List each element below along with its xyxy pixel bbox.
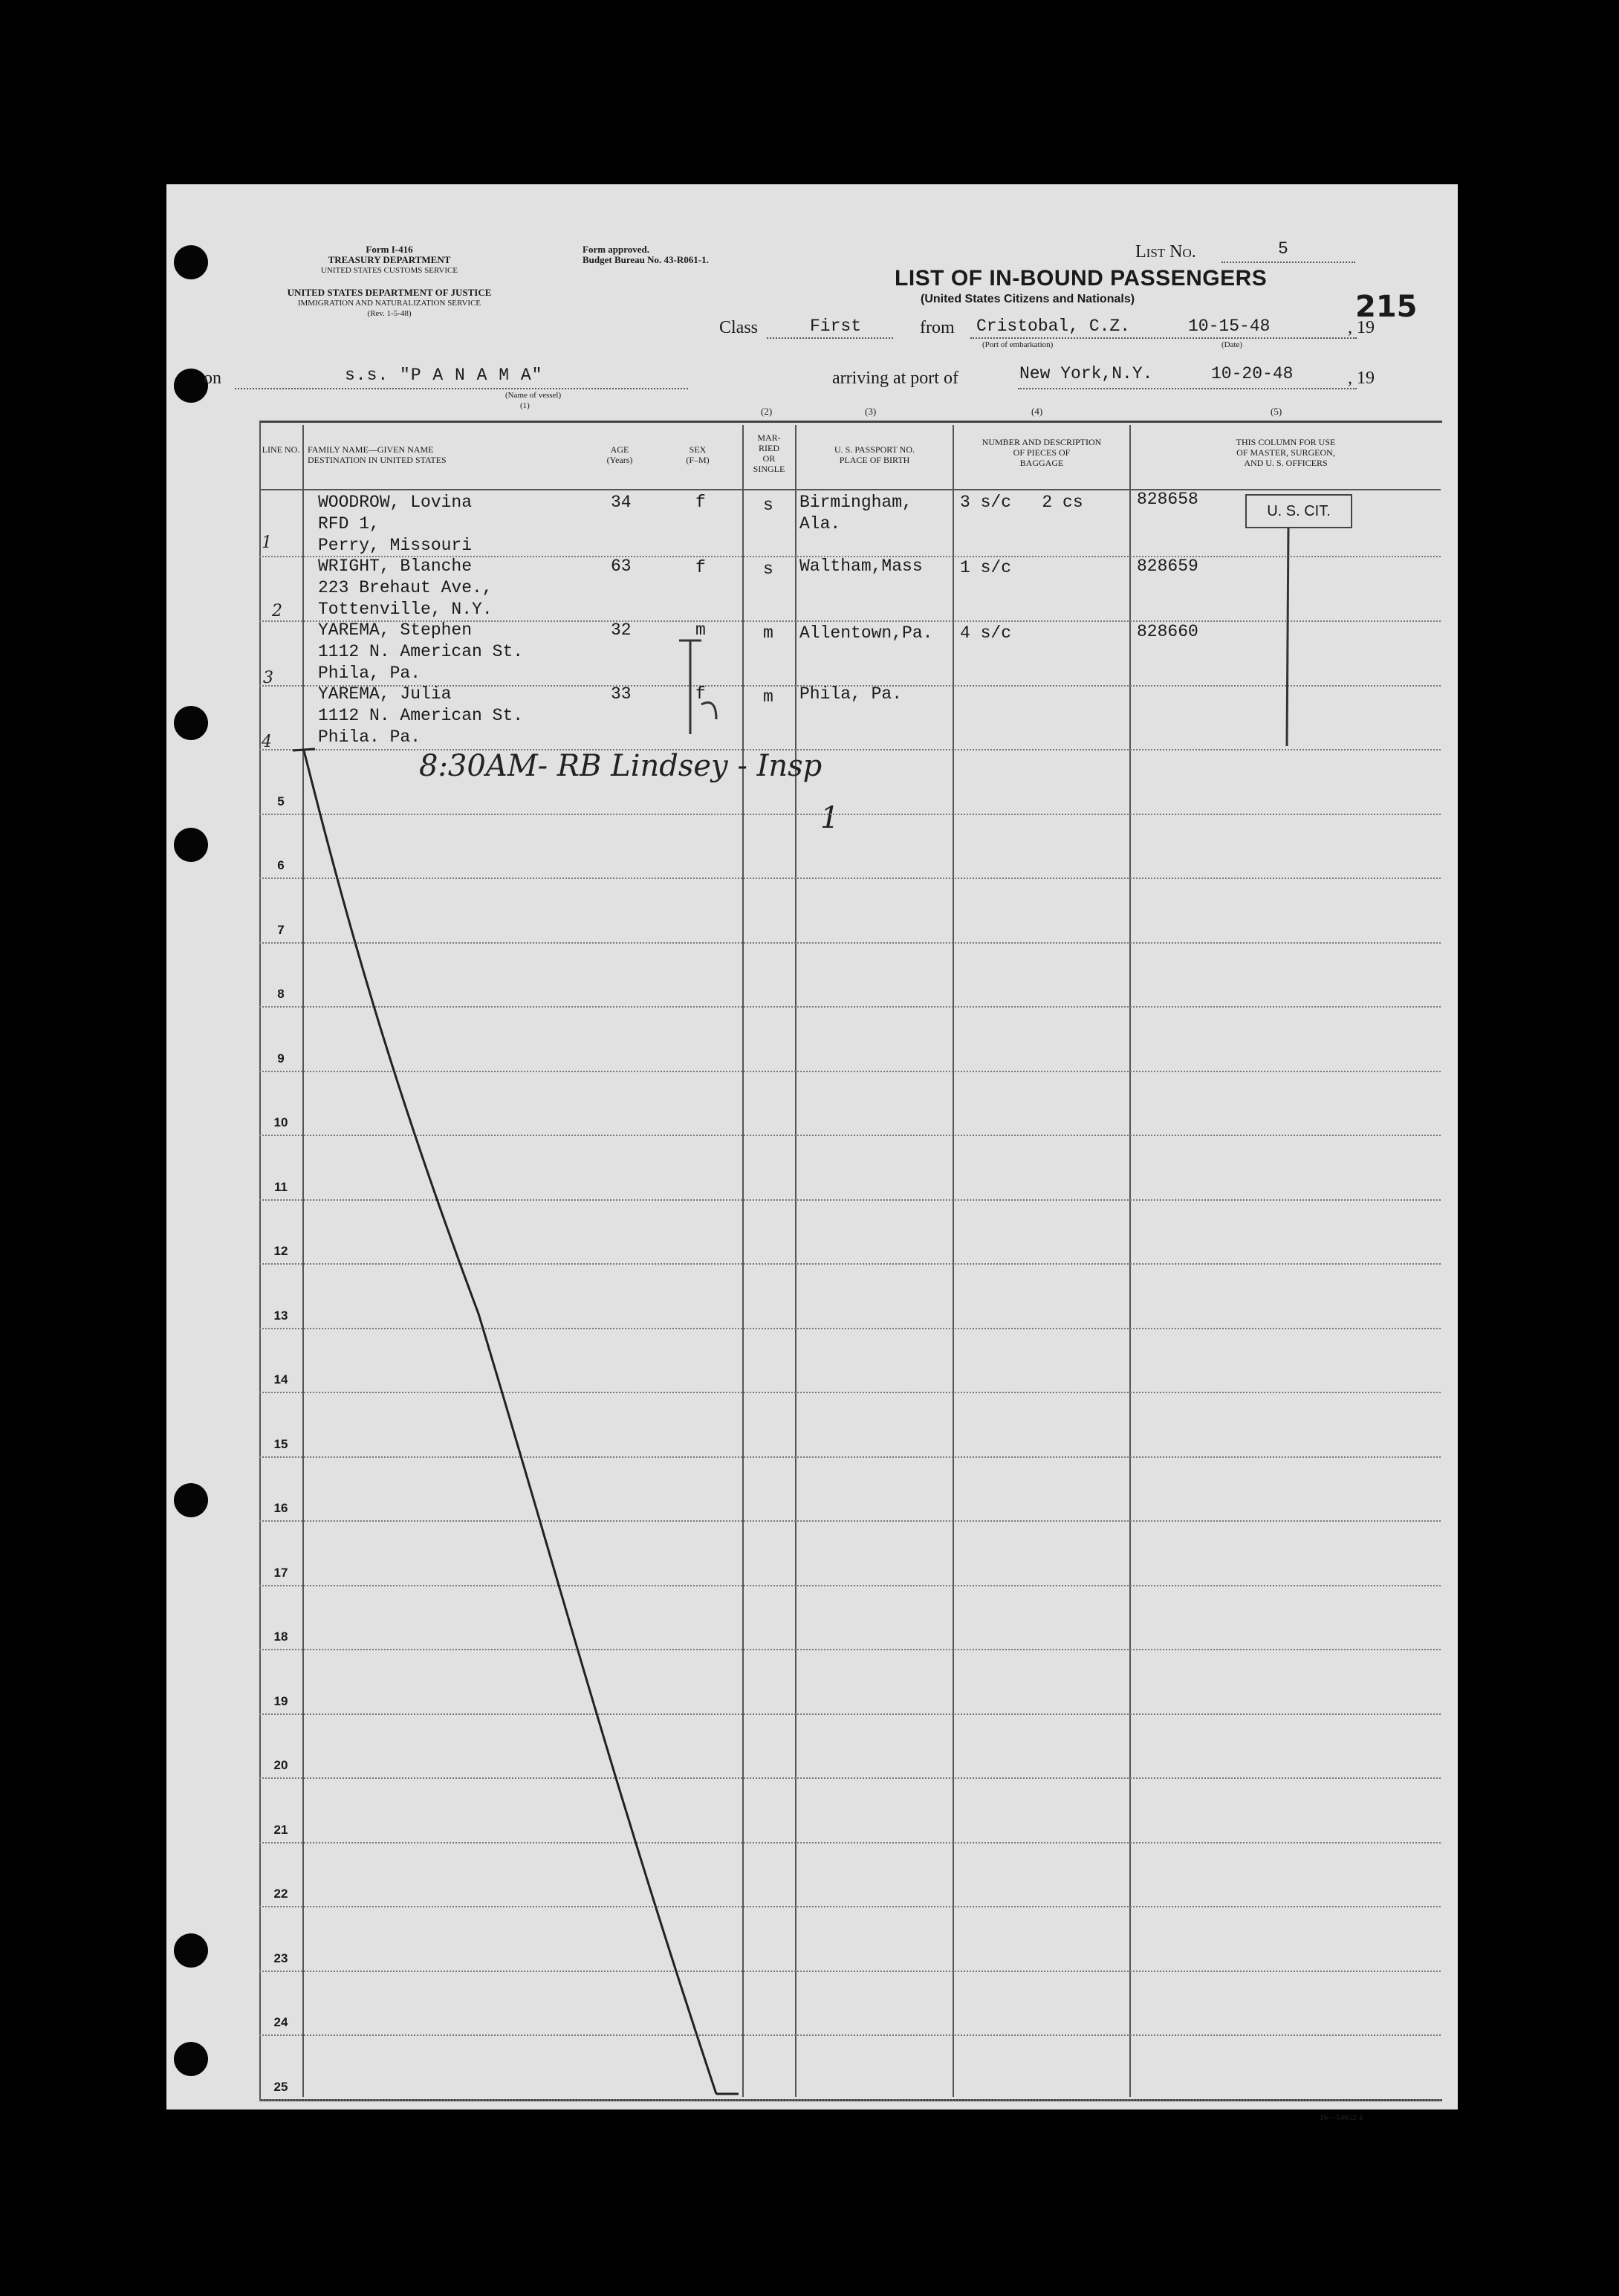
passenger-marital: m xyxy=(763,623,773,643)
form-subtitle: (United States Citizens and Nationals) xyxy=(921,293,1135,305)
passenger-marital: s xyxy=(763,496,773,515)
treasury-dept: TREASURY DEPARTMENT xyxy=(328,254,451,265)
col-header-baggage-2: OF PIECES OF xyxy=(1013,447,1071,458)
arrival-date: 10-20-48 xyxy=(1211,364,1294,383)
passenger-sex: f xyxy=(695,493,706,512)
col-header-baggage-1: NUMBER AND DESCRIPTION xyxy=(982,437,1102,447)
row-number: 21 xyxy=(273,1822,288,1837)
col-num-marital: (2) xyxy=(761,406,773,417)
passenger-name: WOODROW, Lovina xyxy=(318,493,473,512)
row-number: 22 xyxy=(273,1887,288,1901)
passenger-address: RFD 1, xyxy=(318,514,380,534)
passenger-birthplace-2: Ala. xyxy=(799,514,841,534)
passenger-address: 223 Brehaut Ave., xyxy=(318,578,493,597)
passenger-age: 32 xyxy=(611,620,632,640)
passenger-name: WRIGHT, Blanche xyxy=(318,557,473,576)
row-number: 9 xyxy=(277,1051,285,1066)
col-header-officers-3: AND U. S. OFFICERS xyxy=(1244,458,1328,468)
col-header-age: AGE xyxy=(610,444,629,455)
passenger-birthplace: Waltham,Mass xyxy=(799,557,923,576)
row-number: 8 xyxy=(277,987,285,1001)
footer-code: 16—54652-1 xyxy=(1320,2113,1363,2122)
col-header-sex-code: (F–M) xyxy=(686,455,710,465)
col-header-birthplace: PLACE OF BIRTH xyxy=(839,455,910,465)
embark-port: Cristobal, C.Z. xyxy=(976,317,1131,336)
passenger-name: YAREMA, Julia xyxy=(318,684,452,704)
cancel-stroke xyxy=(304,750,716,2094)
vessel-name: s.s. "P A N A M A" xyxy=(345,366,543,385)
col-header-marital-4: SINGLE xyxy=(753,464,785,474)
col-header-destination: DESTINATION IN UNITED STATES xyxy=(308,455,447,465)
passenger-birthplace: Phila, Pa. xyxy=(799,684,903,704)
row-number: 11 xyxy=(274,1179,288,1194)
passenger-baggage: 3 s/c 2 cs xyxy=(960,493,1083,512)
col-header-name: FAMILY NAME—GIVEN NAME xyxy=(308,444,434,455)
passenger-marital: s xyxy=(763,560,773,579)
passenger-city: Perry, Missouri xyxy=(318,536,473,555)
arrival-year: , 19 xyxy=(1348,369,1375,388)
passenger-city: Tottenville, N.Y. xyxy=(318,600,493,619)
on-label: on xyxy=(204,369,221,388)
passenger-birthplace: Allentown,Pa. xyxy=(799,623,933,643)
row-number: 20 xyxy=(273,1758,288,1772)
row-number: 19 xyxy=(273,1693,288,1708)
arriving-label: arriving at port of xyxy=(832,369,958,388)
arrival-port: New York,N.Y. xyxy=(1019,364,1153,383)
passenger-city: Phila. Pa. xyxy=(318,727,421,747)
row-number: 16 xyxy=(273,1501,288,1515)
passenger-city: Phila, Pa. xyxy=(318,664,421,683)
col-num-passport: (3) xyxy=(865,406,877,417)
from-label: from xyxy=(920,318,955,337)
class-value: First xyxy=(810,317,862,336)
passenger-age: 34 xyxy=(611,493,632,512)
passenger-baggage: 1 s/c xyxy=(960,558,1012,577)
row-number: 15 xyxy=(273,1436,288,1451)
row-number: 14 xyxy=(273,1372,288,1387)
row-number: 23 xyxy=(273,1950,288,1965)
embark-year: , 19 xyxy=(1348,318,1375,337)
form-title: LIST OF IN-BOUND PASSENGERS xyxy=(895,266,1268,291)
passenger-sex: m xyxy=(695,620,706,640)
vessel-caption: (Name of vessel) xyxy=(505,391,562,400)
row-number: 7 xyxy=(277,922,285,937)
col-header-baggage-3: BAGGAGE xyxy=(1019,458,1064,468)
col-num-officers: (5) xyxy=(1271,406,1282,417)
justice-dept: UNITED STATES DEPARTMENT OF JUSTICE xyxy=(287,287,492,298)
passenger-baggage: 4 s/c xyxy=(960,623,1012,643)
row-number: 6 xyxy=(277,858,285,872)
officer-bracket xyxy=(1287,528,1288,746)
row-number: 13 xyxy=(273,1308,288,1323)
row-close-mark xyxy=(293,749,315,750)
col-header-passport: U. S. PASSPORT NO. xyxy=(834,444,915,455)
form-revision: (Rev. 1-5-48) xyxy=(367,309,412,318)
col-header-marital-3: OR xyxy=(762,453,776,464)
row-number: 18 xyxy=(273,1629,288,1644)
row-number: 5 xyxy=(277,794,285,808)
passenger-name: YAREMA, Stephen xyxy=(318,620,473,640)
check-mark: 3 xyxy=(263,669,273,687)
pen-strokes xyxy=(166,184,1458,2109)
row-number: 25 xyxy=(273,2079,288,2094)
embark-date: 10-15-48 xyxy=(1188,317,1271,336)
officer-number: 828660 xyxy=(1137,622,1198,641)
col-header-officers-2: OF MASTER, SURGEON, xyxy=(1236,447,1335,458)
sex-bracket xyxy=(679,641,716,734)
embark-port-caption: (Port of embarkation) xyxy=(982,340,1054,349)
us-citizen-stamp: U. S. CIT. xyxy=(1245,494,1352,528)
row-number: 17 xyxy=(273,1565,288,1580)
passenger-address: 1112 N. American St. xyxy=(318,642,524,661)
col-header-age-unit: (Years) xyxy=(606,455,633,465)
col-header-officers-1: THIS COLUMN FOR USE xyxy=(1236,437,1336,447)
inspector-tally: 1 xyxy=(820,801,840,835)
passenger-sex: f xyxy=(695,558,706,577)
officer-number: 828658 xyxy=(1137,490,1198,509)
customs-service: UNITED STATES CUSTOMS SERVICE xyxy=(320,266,458,275)
row-number: 12 xyxy=(273,1244,288,1258)
col-header-line-no: LINE NO. xyxy=(262,444,300,455)
embark-date-caption: (Date) xyxy=(1221,340,1243,349)
passenger-address: 1112 N. American St. xyxy=(318,706,524,725)
budget-bureau: Budget Bureau No. 43-R061-1. xyxy=(583,254,709,265)
passenger-age: 63 xyxy=(611,557,632,576)
row-number: 10 xyxy=(273,1115,288,1129)
form-approved: Form approved. xyxy=(583,244,650,255)
list-no-value: 5 xyxy=(1278,239,1288,259)
check-mark: 2 xyxy=(272,602,282,620)
col-header-marital-2: RIED xyxy=(759,443,779,453)
form-id: Form I-416 xyxy=(366,244,413,255)
officer-number: 828659 xyxy=(1137,557,1198,576)
passenger-sex: f xyxy=(695,684,706,704)
ins-service: IMMIGRATION AND NATURALIZATION SERVICE xyxy=(297,299,481,308)
check-mark: 1 xyxy=(262,534,272,552)
page-number: 215 xyxy=(1355,290,1418,324)
col-num-baggage: (4) xyxy=(1031,406,1043,417)
col-header-marital-1: MAR- xyxy=(757,432,781,443)
passenger-marital: m xyxy=(763,687,773,707)
col-header-sex: SEX xyxy=(689,444,707,455)
vessel-col-num: (1) xyxy=(520,401,530,410)
check-mark: 4 xyxy=(262,733,272,751)
inspector-note: 8:30AM- RB Lindsey - Insp xyxy=(419,749,823,783)
row-number: 24 xyxy=(273,2015,288,2029)
list-no-label: List No. xyxy=(1135,242,1196,262)
passenger-birthplace: Birmingham, xyxy=(799,493,912,512)
form-sheet xyxy=(166,184,1458,2122)
class-label: Class xyxy=(719,318,759,337)
passenger-age: 33 xyxy=(611,684,632,704)
